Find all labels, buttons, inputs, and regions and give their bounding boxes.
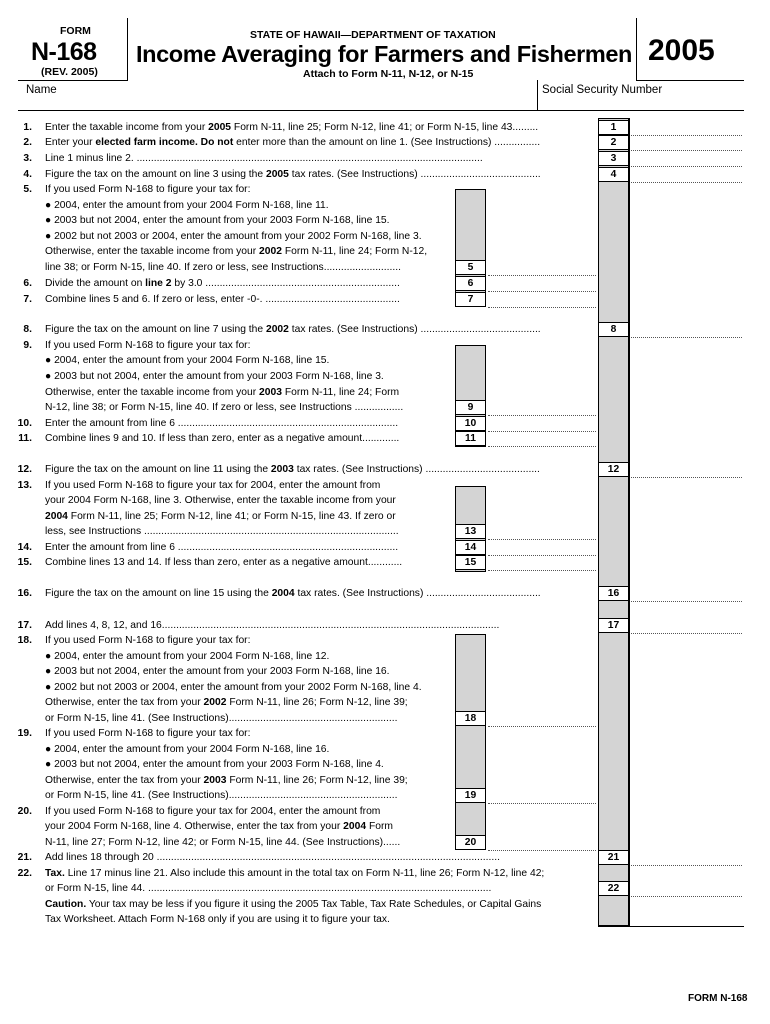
line19-text-5: or Form N-15, line 41. (See Instructions)........................................................... <box>45 790 398 801</box>
line10-text: Enter the amount from line 6 ............................................................................. <box>45 418 399 429</box>
line19-text-3: ● 2003 but not 2004, enter the amount from your 2003 Form N-168, line 4. <box>45 759 384 770</box>
line9-number: 9. <box>23 340 32 351</box>
line14-number: 14. <box>17 542 32 553</box>
line1-amount[interactable] <box>631 120 742 136</box>
line22-amount[interactable] <box>631 881 742 897</box>
form-bottom-rule <box>598 926 744 927</box>
line8-amount[interactable] <box>631 322 742 338</box>
line20-text-2: your 2004 Form N-168, line 4. Otherwise, enter the tax from your 2004 Form <box>45 821 393 832</box>
line5-text-5: Otherwise, enter the taxable income from your 2002 Form N-11, line 24; Form N-12, <box>45 246 428 257</box>
name-row-bottom-rule <box>18 110 744 111</box>
line20-text-3: N-11, line 27; Form N-12, line 42; or Form N-15, line 44. (See Instructions)...... <box>45 837 401 848</box>
line13-box: 13 <box>455 524 486 539</box>
line15-number: 15. <box>17 557 32 568</box>
line17-amount[interactable] <box>631 618 742 634</box>
line13-text-1: If you used Form N-168 to figure your tax for 2004, enter the amount from <box>45 480 381 491</box>
line1-text: Enter the taxable income from your 2005 Form N-11, line 25; Form N-12, line 41; or Form N-15, line 43......... <box>45 122 539 133</box>
name-field[interactable] <box>26 97 531 109</box>
header-underline-left <box>18 80 128 81</box>
header-divider-right <box>636 18 637 80</box>
line18-text-2: ● 2004, enter the amount from your 2004 Form N-168, line 12. <box>45 651 330 662</box>
line18-text-5: Otherwise, enter the tax from your 2002 Form N-11, line 26; Form N-12, line 39; <box>45 697 408 708</box>
line2-number: 2. <box>23 137 32 148</box>
line20-text-1: If you used Form N-168 to figure your tax for 2004, enter the amount from <box>45 806 381 817</box>
line18-text-4: ● 2002 but not 2003 or 2004, enter the amount from your 2002 Form N-168, line 4. <box>45 682 422 693</box>
line1-box: 1 <box>598 120 629 135</box>
line7-box: 7 <box>455 292 486 307</box>
line3-amount[interactable] <box>631 151 742 167</box>
line15-box: 15 <box>455 555 486 570</box>
line22-text-1: Tax. Line 17 minus line 21. Also include this amount in the total tax on Form N-11, line 26; Form N-12, line 42; <box>45 868 545 879</box>
footer-form-id: FORM N-168 <box>688 993 748 1004</box>
line9-amount[interactable] <box>488 400 596 416</box>
attach-instruction: Attach to Form N-11, N-12, or N-15 <box>303 68 474 80</box>
line6-amount[interactable] <box>488 276 596 292</box>
tax-year: 2005 <box>648 34 715 67</box>
line5-amount[interactable] <box>488 260 596 276</box>
line19-text-1: If you used Form N-168 to figure your tax for: <box>45 728 251 739</box>
line2-text: Enter your elected farm income. Do not enter more than the amount on line 1. (See Instructions) ................ <box>45 137 541 148</box>
form-label: FORM <box>60 25 91 37</box>
line12-number: 12. <box>17 464 32 475</box>
line13-amount[interactable] <box>488 524 596 540</box>
line10-number: 10. <box>17 418 32 429</box>
line15-amount[interactable] <box>488 555 596 571</box>
line17-box: 17 <box>598 618 629 633</box>
form-title: Income Averaging for Farmers and Fishermen <box>136 41 632 67</box>
line11-amount[interactable] <box>488 431 596 447</box>
line13-number: 13. <box>17 480 32 491</box>
line10-amount[interactable] <box>488 416 596 432</box>
agency-name: STATE OF HAWAII—DEPARTMENT OF TAXATION <box>250 29 496 41</box>
line13-text-3: 2004 Form N-11, line 25; Form N-12, line 41; or Form N-15, line 43. If zero or <box>45 511 396 522</box>
line8-number: 8. <box>23 324 32 335</box>
line21-text: Add lines 18 through 20 ........................................................................................................................ <box>45 852 500 863</box>
line10-box: 10 <box>455 416 486 431</box>
line9-text-2: ● 2004, enter the amount from your 2004 Form N-168, line 15. <box>45 355 330 366</box>
line19-text-2: ● 2004, enter the amount from your 2004 Form N-168, line 16. <box>45 744 330 755</box>
line6-number: 6. <box>23 278 32 289</box>
line18-text-3: ● 2003 but not 2004, enter the amount from your 2003 Form N-168, line 16. <box>45 666 390 677</box>
line17-number: 17. <box>17 620 32 631</box>
line19-number: 19. <box>17 728 32 739</box>
line5-box: 5 <box>455 260 486 275</box>
line5-text-6: line 38; or Form N-15, line 40. If zero or less, see Instructions........................... <box>45 262 401 273</box>
line2-box: 2 <box>598 135 629 150</box>
amount-column-left-rule <box>629 118 630 926</box>
line19-text-4: Otherwise, enter the tax from your 2003 Form N-11, line 26; Form N-12, line 39; <box>45 775 408 786</box>
line14-amount[interactable] <box>488 540 596 556</box>
line3-box: 3 <box>598 151 629 166</box>
line16-amount[interactable] <box>631 586 742 602</box>
line3-text: Line 1 minus line 2. ......................................................................................................................... <box>45 153 483 164</box>
line18-amount[interactable] <box>488 711 596 727</box>
line12-amount[interactable] <box>631 462 742 478</box>
line19-box: 19 <box>455 788 486 803</box>
form-revision: (REV. 2005) <box>41 66 98 78</box>
line9-box: 9 <box>455 400 486 415</box>
line19-amount[interactable] <box>488 788 596 804</box>
line14-box: 14 <box>455 540 486 555</box>
line18-number: 18. <box>17 635 32 646</box>
caution-text-1: Caution. Your tax may be less if you figure it using the 2005 Tax Table, Tax Rate Schedules, or Capital Gains <box>45 899 542 910</box>
line18-text-6: or Form N-15, line 41. (See Instructions)........................................................... <box>45 713 398 724</box>
line9-text-1: If you used Form N-168 to figure your tax for: <box>45 340 251 351</box>
line4-text: Figure the tax on the amount on line 3 using the 2005 tax rates. (See Instructions) .......................................... <box>45 169 541 180</box>
line12-box: 12 <box>598 462 629 477</box>
line18-20-column-shade <box>455 634 486 850</box>
line2-amount[interactable] <box>631 135 742 151</box>
line3-number: 3. <box>23 153 32 164</box>
line20-number: 20. <box>17 806 32 817</box>
line8-box: 8 <box>598 322 629 337</box>
line16-number: 16. <box>17 588 32 599</box>
line17-text: Add lines 4, 8, 12, and 16...................................................................................................................... <box>45 620 500 631</box>
line21-amount[interactable] <box>631 850 742 866</box>
line5-number: 5. <box>23 184 32 195</box>
line16-box: 16 <box>598 586 629 601</box>
line21-box: 21 <box>598 850 629 865</box>
line5-text-4: ● 2002 but not 2003 or 2004, enter the amount from your 2002 Form N-168, line 3. <box>45 231 422 242</box>
ssn-field[interactable] <box>542 97 740 109</box>
line7-text: Combine lines 5 and 6. If zero or less, enter -0-. ............................................... <box>45 294 400 305</box>
ssn-label: Social Security Number <box>542 84 663 96</box>
line4-number: 4. <box>23 169 32 180</box>
line22-text-2: or Form N-15, line 44. ........................................................................................................................ <box>45 883 492 894</box>
line7-amount[interactable] <box>488 292 596 308</box>
line18-box: 18 <box>455 711 486 726</box>
line-number-column-shade <box>598 118 629 926</box>
line6-text: Divide the amount on line 2 by 3.0 .................................................................... <box>45 278 400 289</box>
line1-number: 1. <box>23 122 32 133</box>
line9-text-5: N-12, line 38; or Form N-15, line 40. If zero or less, see Instructions ................. <box>45 402 404 413</box>
line4-box: 4 <box>598 167 629 182</box>
line9-text-3: ● 2003 but not 2004, enter the amount from your 2003 Form N-168, line 3. <box>45 371 384 382</box>
line8-text: Figure the tax on the amount on line 7 using the 2002 tax rates. (See Instructions) .......................................... <box>45 324 541 335</box>
line15-text: Combine lines 13 and 14. If less than zero, enter as a negative amount............ <box>45 557 403 568</box>
form-number: N-168 <box>31 38 97 66</box>
line21-number: 21. <box>17 852 32 863</box>
line22-box: 22 <box>598 881 629 896</box>
line14-text: Enter the amount from line 6 ............................................................................. <box>45 542 399 553</box>
line11-text: Combine lines 9 and 10. If less than zero, enter as a negative amount............. <box>45 433 400 444</box>
line16-text: Figure the tax on the amount on line 15 using the 2004 tax rates. (See Instructions) ........................................ <box>45 588 541 599</box>
line6-box: 6 <box>455 276 486 291</box>
line20-box: 20 <box>455 835 486 850</box>
line5-text-1: If you used Form N-168 to figure your tax for: <box>45 184 251 195</box>
line4-amount[interactable] <box>631 167 742 183</box>
line18-text-1: If you used Form N-168 to figure your tax for: <box>45 635 251 646</box>
caution-text-2: Tax Worksheet. Attach Form N-168 only if you are using it to figure your tax. <box>45 914 390 925</box>
line13-text-2: your 2004 Form N-168, line 3. Otherwise, enter the taxable income from your <box>45 495 396 506</box>
line12-text: Figure the tax on the amount on line 11 using the 2003 tax rates. (See Instructions) ........................................ <box>45 464 540 475</box>
header-divider-left <box>127 18 128 80</box>
line11-number: 11. <box>18 433 32 444</box>
header-underline-right <box>636 80 744 81</box>
name-label: Name <box>26 84 57 96</box>
line9-text-4: Otherwise, enter the taxable income from your 2003 Form N-11, line 24; Form <box>45 387 400 398</box>
name-ssn-divider <box>537 80 538 110</box>
line20-amount[interactable] <box>488 835 596 851</box>
line22-number: 22. <box>17 868 32 879</box>
line11-box: 11 <box>455 431 486 446</box>
line13-text-4: less, see Instructions ......................................................................................... <box>45 526 399 537</box>
line7-number: 7. <box>23 294 32 305</box>
line5-text-3: ● 2003 but not 2004, enter the amount from your 2003 Form N-168, line 15. <box>45 215 390 226</box>
line5-text-2: ● 2004, enter the amount from your 2004 Form N-168, line 11. <box>45 200 329 211</box>
